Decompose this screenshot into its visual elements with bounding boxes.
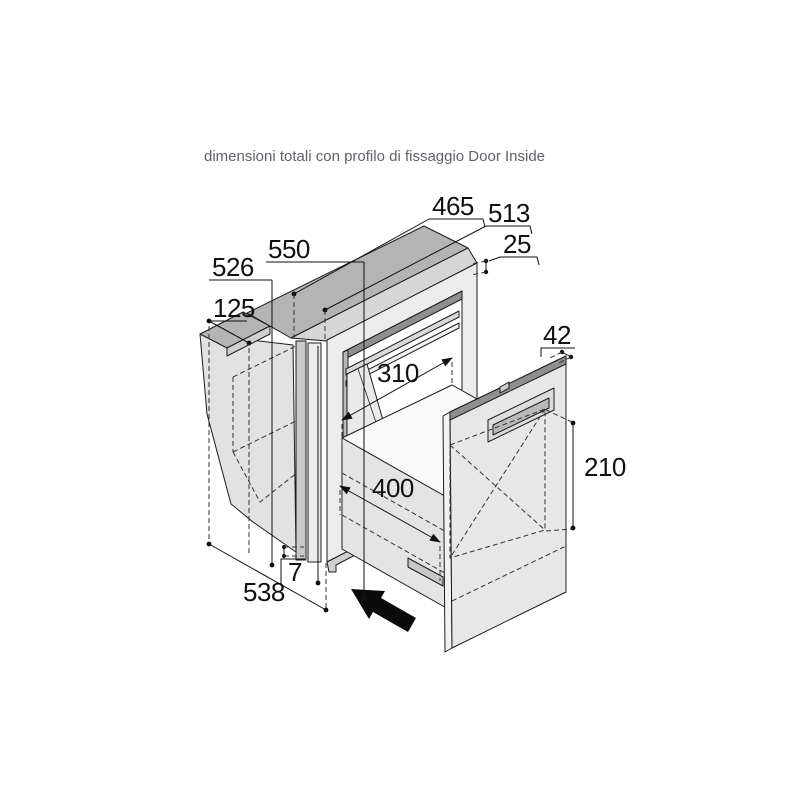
extension-line [550,352,562,358]
reference-dot [362,597,367,602]
dim-42 [541,320,575,363]
dim-7-label: 7 [288,557,302,587]
dim-210-label: 210 [584,452,626,482]
cabinet-front-edge-strip [296,341,306,560]
dim-42-label: 42 [543,320,571,350]
dim-526-label: 526 [212,252,254,282]
leader-line [489,257,500,261]
drawing-title: dimensioni totali con profilo di fissaggio Door Inside [204,148,546,165]
mounting-rail-strip [308,343,321,562]
insertion-direction-arrow-icon [351,589,416,632]
dim-550-label: 550 [268,234,310,264]
reference-dot [207,542,212,547]
reference-dot [207,319,212,324]
reference-dot [324,608,329,613]
dim-25 [471,229,539,275]
dim-513-label: 513 [488,198,530,228]
dim-400-label: 400 [372,473,414,503]
reference-dot [270,563,275,568]
dim-25-label: 25 [503,229,531,259]
dim-125-label: 125 [213,293,255,323]
dim-465-label: 465 [432,191,474,221]
reference-dot [571,526,576,531]
reference-dot [316,581,321,586]
dim-538-label: 538 [243,577,285,607]
dim-310-label: 310 [377,358,419,388]
cabinet-left-face [200,334,296,552]
reference-dot [247,341,252,346]
